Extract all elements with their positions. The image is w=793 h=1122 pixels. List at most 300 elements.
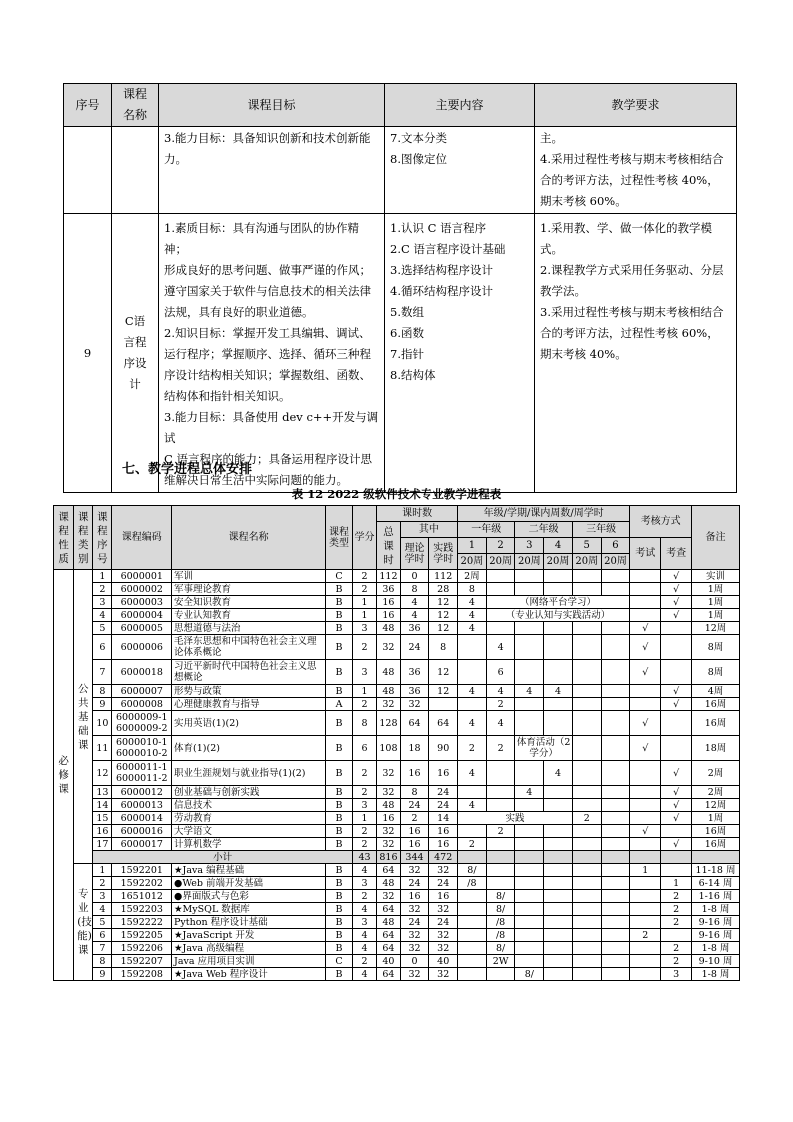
row-check: √ [661,583,692,596]
table-row [54,955,740,968]
row-term-1: 4 [458,711,487,736]
row-seq: 8 [93,685,112,698]
row-term-3 [515,825,544,838]
row-credit: 8 [352,711,376,736]
row-remark: 18周 [692,736,740,761]
row-type: B [326,877,353,890]
table-row [54,799,740,812]
row-check: √ [661,596,692,609]
row-term-6 [601,968,630,981]
table-row [54,609,740,622]
row-practice: 32 [429,968,458,981]
row-term-1: 8/ [458,864,487,877]
row-theory: 2 [400,812,429,825]
header-weeks-1: 20周 [458,554,487,570]
row-term-3: 8/ [515,968,544,981]
row-seq: 7 [93,942,112,955]
table-row [54,929,740,942]
row-term-1: 4 [458,622,487,635]
row-term-2: 8/ [486,903,515,916]
row-check: 2 [661,916,692,929]
row-course-name: 军事理论教育 [172,583,326,596]
row-theory: 32 [400,942,429,955]
table-row [54,711,740,736]
row-remark: 1周 [692,583,740,596]
row-term-1: 4 [458,596,487,609]
row-term-1 [458,660,487,685]
continued-content: 7.文本分类 8.图像定位 [385,127,535,214]
row-credit: 4 [352,942,376,955]
row-practice: 24 [429,916,458,929]
row-term-5 [572,968,601,981]
row-type: B [326,685,353,698]
row-credit: 6 [352,736,376,761]
row-term-5 [572,877,601,890]
header-content: 主要内容 [385,84,535,127]
row-term-6 [601,825,630,838]
row-total: 16 [377,812,400,825]
row-term-1 [458,929,487,942]
row-seq: 9 [93,698,112,711]
row-term-4 [544,786,573,799]
row-term-6 [601,942,630,955]
row-code: 6000014 [112,812,172,825]
row-term-4 [544,583,573,596]
row-term-3 [515,903,544,916]
table-row [54,736,740,761]
subtotal-practice: 472 [429,851,458,864]
row-exam [630,583,661,596]
row-seq: 5 [93,916,112,929]
row-term-3 [515,635,544,660]
header-term-6: 6 [601,538,630,554]
header-name: 课程名称 [172,506,326,570]
row-theory: 0 [400,955,429,968]
row-type: B [326,596,353,609]
row-remark: 16周 [692,698,740,711]
header-weeks-4: 20周 [544,554,573,570]
row-term-1 [458,825,487,838]
header-total: 总课时 [377,522,400,570]
row-term-1: 2周 [458,570,487,583]
subtotal-total: 816 [377,851,400,864]
table-row [54,864,740,877]
row-code: 1592222 [112,916,172,929]
row-term-4 [544,955,573,968]
header-goals: 课程目标 [159,84,385,127]
row-term-span: （专业认知与实践活动） [486,609,630,622]
row-check: √ [661,786,692,799]
row-type: B [326,968,353,981]
row-type: B [326,711,353,736]
row-term-2: 8/ [486,890,515,903]
row-code: 6000013 [112,799,172,812]
row-total: 32 [377,890,400,903]
row-practice [429,698,458,711]
table-row [54,942,740,955]
row9-content: 1.认识 C 语言程序 2.C 语言程序设计基础 3.选择结构程序设计 4.循环结构程序设计 5.数组 6.函数 7.指针 8.结构体 [385,214,535,493]
header-weeks-2: 20周 [486,554,515,570]
row-term-6 [601,838,630,851]
row-code: 6000011-1 6000011-2 [112,761,172,786]
row-remark: 11-18 周 [692,864,740,877]
row-remark: 6-14 周 [692,877,740,890]
row-practice: 90 [429,736,458,761]
row-check [661,660,692,685]
row-term-4 [544,968,573,981]
row-type: B [326,583,353,596]
row-code: 6000003 [112,596,172,609]
row-total: 64 [377,942,400,955]
row-term-3 [515,916,544,929]
row-term-6 [601,903,630,916]
row-term-2 [486,786,515,799]
row-term-6 [601,635,630,660]
row-theory: 32 [400,864,429,877]
subtotal-empty [601,851,630,864]
row-type: B [326,622,353,635]
row-practice: 24 [429,877,458,890]
row-seq: 3 [93,596,112,609]
row-total: 36 [377,583,400,596]
row-total: 64 [377,903,400,916]
row-code: 1651012 [112,890,172,903]
row-credit: 3 [352,799,376,812]
row-course-name: Python 程序设计基础 [172,916,326,929]
row-theory: 24 [400,799,429,812]
row-course-name: ●界面版式与色彩 [172,890,326,903]
row-theory: 18 [400,736,429,761]
header-weeks-5: 20周 [572,554,601,570]
row-code: 6000001 [112,570,172,583]
row-exam [630,761,661,786]
row-course-name: 信息技术 [172,799,326,812]
row-seq: 1 [93,864,112,877]
row-seq: 2 [93,583,112,596]
table-row [54,838,740,851]
subtotal-row [54,851,740,864]
row-practice: 14 [429,812,458,825]
row-term-3 [515,622,544,635]
header-weeks-3: 20周 [515,554,544,570]
table-row [54,890,740,903]
row-theory: 24 [400,916,429,929]
row-theory: 36 [400,685,429,698]
row-remark: 8周 [692,635,740,660]
row-term-4: 4 [544,761,573,786]
row-term-5 [572,685,601,698]
row-term-6 [601,685,630,698]
row-course-name: 心理健康教育与指导 [172,698,326,711]
row-credit: 2 [352,698,376,711]
row-term-3 [515,799,544,812]
row-term-2: /8 [486,929,515,942]
row-term-1 [458,955,487,968]
row-exam [630,890,661,903]
row-practice: 32 [429,942,458,955]
row-term-2: 2 [486,698,515,711]
row-code: 6000006 [112,635,172,660]
row-term-4 [544,799,573,812]
row-seq: 4 [93,609,112,622]
row-term-1: 8 [458,583,487,596]
row-course-name: ★JavaScript 开发 [172,929,326,942]
row-term-2: 4 [486,635,515,660]
row-exam [630,609,661,622]
row-term-3 [515,570,544,583]
row-theory: 8 [400,786,429,799]
header-weekly: 年级/学期/课内周数/周学时 [458,506,630,522]
row-credit: 4 [352,903,376,916]
row-total: 64 [377,968,400,981]
row-total: 108 [377,736,400,761]
row-term-4 [544,660,573,685]
row-term-4: 4 [544,685,573,698]
row-type: B [326,864,353,877]
row-code: 1592206 [112,942,172,955]
row-term-1 [458,916,487,929]
row-theory: 32 [400,698,429,711]
row-credit: 4 [352,968,376,981]
row-remark: 16周 [692,825,740,838]
row-total: 48 [377,916,400,929]
row-exam [630,786,661,799]
row-code: 6000007 [112,685,172,698]
row-check [661,825,692,838]
row-term-3 [515,583,544,596]
row-check: √ [661,609,692,622]
row-total: 32 [377,786,400,799]
row-code: 6000016 [112,825,172,838]
row-course-name: ★Java 高级编程 [172,942,326,955]
row-credit: 1 [352,596,376,609]
header-assess: 考核方式 [630,506,692,538]
row-type: C [326,570,353,583]
row-term-3 [515,942,544,955]
row-credit: 2 [352,838,376,851]
row-exam [630,596,661,609]
row-term-1: 2 [458,838,487,851]
row-term-2 [486,622,515,635]
row-practice: 32 [429,903,458,916]
row-term-2 [486,838,515,851]
row-code: 6000018 [112,660,172,685]
row-term-4 [544,838,573,851]
row-remark: 8周 [692,660,740,685]
row-course-name: ★Java Web 程序设计 [172,968,326,981]
continued-name [112,127,159,214]
row-type: B [326,635,353,660]
row-remark: 12周 [692,799,740,812]
subtotal-label: 小计 [93,851,352,864]
row-practice: 16 [429,838,458,851]
row-seq: 17 [93,838,112,851]
row-term-5 [572,929,601,942]
row-exam: √ [630,660,661,685]
header-category: 课程类别 [74,506,93,570]
row-exam: √ [630,622,661,635]
row-remark: 1-8 周 [692,903,740,916]
row-total: 32 [377,838,400,851]
row-seq: 10 [93,711,112,736]
row-check: 3 [661,968,692,981]
row-check [661,864,692,877]
row-theory: 16 [400,890,429,903]
row-credit: 1 [352,812,376,825]
row-exam: √ [630,711,661,736]
header-term-4: 4 [544,538,573,554]
row-term-1: 4 [458,685,487,698]
header-practice: 实践学时 [429,538,458,570]
row-check: √ [661,685,692,698]
row-type: B [326,812,353,825]
row-term-4 [544,825,573,838]
row-check [661,736,692,761]
row-course-name: 劳动教育 [172,812,326,825]
row-term-6 [601,916,630,929]
row-term-5 [572,570,601,583]
table-row [54,622,740,635]
row-practice: 16 [429,890,458,903]
row-credit: 4 [352,929,376,942]
row-remark: 1周 [692,609,740,622]
subtotal-empty [458,851,487,864]
row-code: 1592203 [112,903,172,916]
row-exam [630,812,661,825]
row-exam [630,903,661,916]
header-grade3: 三年级 [572,522,629,538]
header-hours: 课时数 [377,506,458,522]
row-exam [630,570,661,583]
row-total: 16 [377,596,400,609]
table-row [54,596,740,609]
row-term-4 [544,916,573,929]
table-row [54,812,740,825]
row-term-6 [601,812,630,825]
row-term-2 [486,761,515,786]
row-remark: 2周 [692,761,740,786]
row-remark: 1-8 周 [692,968,740,981]
row-code: 6000005 [112,622,172,635]
continued-row [64,127,737,214]
row-term-1 [458,890,487,903]
row-term-6 [601,660,630,685]
row-term-5 [572,622,601,635]
header-grade2: 二年级 [515,522,572,538]
row-code: 6000004 [112,609,172,622]
row-term-5 [572,698,601,711]
header-weeks-6: 20周 [601,554,630,570]
row-term-3 [515,698,544,711]
row-term-6 [601,864,630,877]
row-check: √ [661,761,692,786]
row-seq: 15 [93,812,112,825]
row9-course-name: C语言程序设计 [112,214,159,493]
row9-goals: 1.素质目标：具有沟通与团队的协作精神； 形成良好的思考问题、做事严谨的作风； 遵守国家关于软件与信息技术的相关法律 法规，具有良好的职业道德。 2.知识目标：掌握开发工具编辑、调试、 运行程序；掌握顺序、选择、循环三种程 序设计结构相关知识；掌握数组、函数、 结构体和指针相关知识。 3.能力目标：具备使用 dev c++开发与调试 C 语言程序的能力；具备运用程序设计思 维解决日常生活中实际问题的能力。 [159,214,385,493]
row-term-1 [458,968,487,981]
continued-requirements: 主。 4.采用过程性考核与期末考核相结合 合的考评方法，过程性考核 40%， 期末考核 60%。 [535,127,737,214]
row-term-6 [601,955,630,968]
row-seq: 12 [93,761,112,786]
table-row [54,761,740,786]
table-row [54,968,740,981]
row-term-3 [515,877,544,890]
row-practice: 8 [429,635,458,660]
header-check: 考查 [661,538,692,570]
row-term-2 [486,864,515,877]
required-label: 必修课 [54,570,74,981]
row-practice: 12 [429,685,458,698]
row-term-1: 4 [458,799,487,812]
row-code: 6000009-1 6000009-2 [112,711,172,736]
row-term-5 [572,838,601,851]
row-theory: 32 [400,929,429,942]
row-exam: 2 [630,929,661,942]
row-term-1 [458,942,487,955]
row-term-5 [572,955,601,968]
row-term-5 [572,825,601,838]
row-term-4 [544,698,573,711]
row-seq: 2 [93,877,112,890]
row-theory: 4 [400,596,429,609]
row-theory: 16 [400,838,429,851]
table-row [54,660,740,685]
row-term-4 [544,622,573,635]
header-course-name: 课程名称 [112,84,159,127]
row-course-name: 实用英语(1)(2) [172,711,326,736]
row-term-4 [544,711,573,736]
row-credit: 1 [352,609,376,622]
row-code: 1592205 [112,929,172,942]
row-type: B [326,929,353,942]
row-term-5 [572,635,601,660]
row-term-6 [601,877,630,890]
row-course-name: 计算机数学 [172,838,326,851]
row-type: C [326,955,353,968]
row-check: 1 [661,877,692,890]
row-term-4 [544,570,573,583]
row-term-5 [572,916,601,929]
row-check: √ [661,799,692,812]
continued-goals: 3.能力目标：具备知识创新和技术创新能 力。 [159,127,385,214]
header-theory: 理论学时 [400,538,429,570]
row-term-3 [515,890,544,903]
row-term-2: 4 [486,711,515,736]
row-type: B [326,916,353,929]
row-type: B [326,609,353,622]
row-term-6 [601,622,630,635]
row-practice: 12 [429,660,458,685]
row-credit: 1 [352,685,376,698]
row-term-1: 2 [458,736,487,761]
row-term-6 [601,736,630,761]
row-term-6 [601,799,630,812]
row-seq: 7 [93,660,112,685]
table-row [54,583,740,596]
row-credit: 2 [352,890,376,903]
row-theory: 4 [400,609,429,622]
row-exam [630,877,661,890]
row-term-span: 体育活动（2 学分） [516,737,571,759]
row-seq: 1 [93,570,112,583]
row-exam: 1 [630,864,661,877]
row-term-4 [544,635,573,660]
row-theory: 36 [400,660,429,685]
row-type: A [326,698,353,711]
row-term-1 [458,786,487,799]
row-term-3 [515,838,544,851]
row-credit: 3 [352,622,376,635]
